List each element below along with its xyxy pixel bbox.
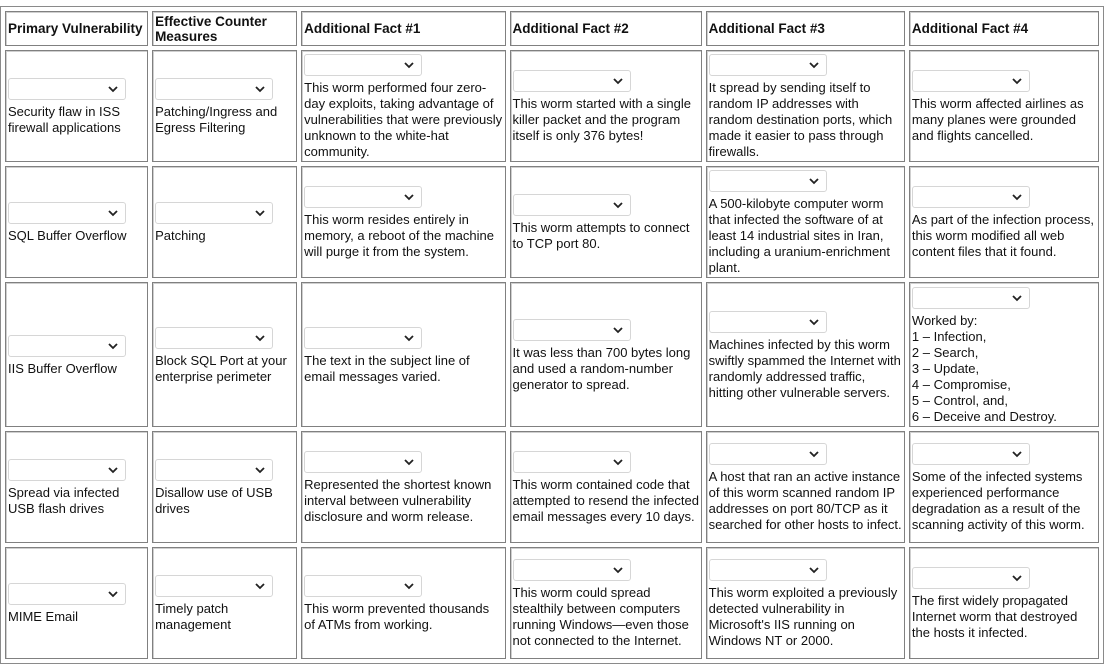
answer-select[interactable] bbox=[304, 451, 422, 473]
cell-text: MIME Email bbox=[8, 609, 79, 624]
table-row bbox=[5, 282, 1099, 427]
table-cell bbox=[152, 431, 297, 543]
answer-select[interactable] bbox=[155, 78, 273, 100]
cell-text: IIS Buffer Overflow bbox=[8, 360, 117, 376]
answer-select[interactable] bbox=[513, 451, 631, 473]
cell-text: This worm affected airlines as many planes were grounded and flights cancelled. bbox=[911, 96, 1084, 143]
table-cell bbox=[152, 282, 297, 427]
answer-select[interactable] bbox=[912, 70, 1030, 92]
table-cell bbox=[909, 282, 1099, 427]
cell-text: It spread by sending itself to random IP addresses with random destination ports, which made it easier to pass through firewalls. bbox=[708, 80, 893, 159]
answer-select[interactable] bbox=[304, 54, 422, 76]
answer-select[interactable] bbox=[709, 170, 827, 192]
chevron-down-icon bbox=[254, 332, 266, 344]
table-cell bbox=[301, 547, 505, 659]
chevron-down-icon bbox=[808, 448, 820, 460]
chevron-down-icon bbox=[403, 332, 415, 344]
answer-select[interactable] bbox=[513, 70, 631, 92]
chevron-down-icon bbox=[254, 464, 266, 476]
table-cell bbox=[301, 50, 505, 162]
chevron-down-icon bbox=[1011, 572, 1023, 584]
table-cell bbox=[5, 166, 148, 278]
table-cell bbox=[706, 282, 905, 427]
table-cell bbox=[5, 282, 148, 427]
header-additional-fact-2: Additional Fact #2 bbox=[510, 11, 702, 46]
table-row bbox=[5, 431, 1099, 543]
answer-select[interactable] bbox=[304, 186, 422, 208]
cell-text: Patching/Ingress and Egress Filtering bbox=[155, 104, 278, 135]
table-cell bbox=[5, 547, 148, 659]
cell-text: Block SQL Port at your enterprise perimeter bbox=[155, 352, 287, 384]
chevron-down-icon bbox=[612, 324, 624, 336]
cell-text: Disallow use of USB drives bbox=[155, 485, 273, 516]
chevron-down-icon bbox=[612, 75, 624, 87]
header-primary-vulnerability: Primary Vulnerability bbox=[5, 11, 148, 46]
cell-text: This worm performed four zero-day exploits, taking advantage of vulnerabilities that were previously unknown to the white-hat community. bbox=[304, 80, 503, 159]
chevron-down-icon bbox=[403, 456, 415, 468]
table-cell bbox=[5, 431, 148, 543]
cell-text: This worm attempts to connect to TCP port 80. bbox=[512, 220, 690, 251]
answer-select[interactable] bbox=[513, 559, 631, 581]
cell-text: Spread via infected USB flash drives bbox=[8, 485, 120, 516]
answer-select[interactable] bbox=[912, 443, 1030, 465]
table-cell bbox=[152, 547, 297, 659]
answer-select[interactable] bbox=[8, 459, 126, 481]
header-additional-fact-4: Additional Fact #4 bbox=[909, 11, 1099, 46]
table-cell bbox=[510, 431, 702, 543]
table-cell bbox=[909, 166, 1099, 278]
header-row bbox=[5, 11, 1099, 46]
answer-select[interactable] bbox=[709, 443, 827, 465]
cell-text: Some of the infected systems experienced performance degradation as a result of the scanning activity of this worm. bbox=[911, 469, 1085, 532]
answer-select[interactable] bbox=[709, 54, 827, 76]
worked-by-line: 2 – Search, bbox=[911, 344, 979, 360]
worked-by-line: 5 – Control, and, bbox=[911, 392, 1009, 408]
answer-select[interactable] bbox=[304, 327, 422, 349]
cell-text: This worm started with a single killer packet and the program itself is only 376 bytes! bbox=[512, 96, 691, 143]
cell-text: Represented the shortest known interval between vulnerability disclosure and worm release. bbox=[304, 477, 492, 524]
table-cell bbox=[5, 50, 148, 162]
table-row bbox=[5, 547, 1099, 659]
chevron-down-icon bbox=[254, 207, 266, 219]
cell-text: This worm contained code that attempted to resend the infected email messages every 10 days. bbox=[512, 477, 699, 524]
table-cell bbox=[706, 431, 905, 543]
chevron-down-icon bbox=[254, 83, 266, 95]
cell-text: A 500-kilobyte computer worm that infected the software of at least 14 industrial sites in Iran, including a uranium-enrichment plant. bbox=[708, 196, 891, 275]
chevron-down-icon bbox=[107, 588, 119, 600]
answer-select[interactable] bbox=[513, 319, 631, 341]
chevron-down-icon bbox=[808, 59, 820, 71]
cell-text: As part of the infection process, this worm modified all web content files that it found. bbox=[911, 212, 1095, 259]
table-cell bbox=[301, 431, 505, 543]
chevron-down-icon bbox=[1011, 191, 1023, 203]
worked-by-line: Worked by: bbox=[911, 312, 978, 328]
worked-by-line: 3 – Update, bbox=[911, 360, 980, 376]
chevron-down-icon bbox=[1011, 292, 1023, 304]
cell-text: This worm exploited a previously detected vulnerability in Microsoft's IIS running on Windows NT or 2000. bbox=[708, 585, 898, 648]
cell-text: This worm resides entirely in memory, a reboot of the machine will purge it from the system. bbox=[304, 212, 494, 259]
cell-text: The first widely propagated Internet worm that destroyed the hosts it infected. bbox=[911, 593, 1078, 640]
table-cell bbox=[706, 50, 905, 162]
answer-select[interactable] bbox=[155, 575, 273, 597]
answer-select[interactable] bbox=[912, 567, 1030, 589]
answer-select[interactable] bbox=[709, 559, 827, 581]
cell-text: Security flaw in ISS firewall applications bbox=[8, 104, 121, 135]
table-cell bbox=[706, 547, 905, 659]
answer-select[interactable] bbox=[8, 78, 126, 100]
table-row bbox=[5, 166, 1099, 278]
table-cell bbox=[706, 166, 905, 278]
answer-select[interactable] bbox=[155, 459, 273, 481]
cell-text: Patching bbox=[155, 228, 206, 243]
answer-select[interactable] bbox=[8, 202, 126, 224]
header-effective-counter-measures: Effective Counter Measures bbox=[152, 11, 297, 46]
header-additional-fact-3: Additional Fact #3 bbox=[706, 11, 905, 46]
chevron-down-icon bbox=[808, 175, 820, 187]
table-cell bbox=[510, 50, 702, 162]
worked-by-line: 4 – Compromise, bbox=[911, 376, 1011, 392]
chevron-down-icon bbox=[107, 464, 119, 476]
cell-text: SQL Buffer Overflow bbox=[8, 228, 127, 243]
cell-text: This worm could spread stealthily between computers running Windows—even those not connected to the Internet. bbox=[512, 585, 689, 648]
answer-select[interactable] bbox=[155, 202, 273, 224]
table-row bbox=[5, 50, 1099, 162]
chevron-down-icon bbox=[107, 207, 119, 219]
chevron-down-icon bbox=[107, 340, 119, 352]
worked-by-line: 1 – Infection, bbox=[911, 328, 987, 344]
answer-select[interactable] bbox=[155, 327, 273, 349]
chevron-down-icon bbox=[808, 564, 820, 576]
table-cell bbox=[152, 166, 297, 278]
cell-text: Machines infected by this worm swiftly spammed the Internet with randomly addressed traffic, hitting other vulnerable servers. bbox=[708, 336, 901, 400]
table-cell bbox=[152, 50, 297, 162]
chevron-down-icon bbox=[612, 199, 624, 211]
chevron-down-icon bbox=[403, 59, 415, 71]
answer-select[interactable] bbox=[912, 186, 1030, 208]
chevron-down-icon bbox=[1011, 448, 1023, 460]
table-cell bbox=[510, 166, 702, 278]
cell-text: It was less than 700 bytes long and used a random-number generator to spread. bbox=[512, 344, 691, 392]
cell-text: The text in the subject line of email messages varied. bbox=[304, 352, 470, 384]
answer-select[interactable] bbox=[912, 287, 1030, 309]
answer-select[interactable] bbox=[304, 575, 422, 597]
header-additional-fact-1: Additional Fact #1 bbox=[301, 11, 505, 46]
chevron-down-icon bbox=[254, 580, 266, 592]
table-cell bbox=[301, 166, 505, 278]
worm-matching-table bbox=[0, 6, 1104, 664]
chevron-down-icon bbox=[403, 580, 415, 592]
table-cell bbox=[909, 431, 1099, 543]
answer-select[interactable] bbox=[8, 583, 126, 605]
chevron-down-icon bbox=[107, 83, 119, 95]
cell-text: Timely patch management bbox=[155, 601, 231, 632]
answer-select[interactable] bbox=[513, 194, 631, 216]
cell-text: This worm prevented thousands of ATMs from working. bbox=[304, 601, 490, 632]
chevron-down-icon bbox=[403, 191, 415, 203]
chevron-down-icon bbox=[808, 316, 820, 328]
chevron-down-icon bbox=[612, 564, 624, 576]
answer-select[interactable] bbox=[709, 311, 827, 333]
table-cell bbox=[909, 547, 1099, 659]
worked-by-line: 6 – Deceive and Destroy. bbox=[911, 408, 1057, 424]
table-cell bbox=[301, 282, 505, 427]
table-cell bbox=[909, 50, 1099, 162]
chevron-down-icon bbox=[1011, 75, 1023, 87]
cell-text: A host that ran an active instance of this worm scanned random IP addresses on port 80/TCP as it searched for other hosts to infect. bbox=[708, 469, 902, 532]
chevron-down-icon bbox=[612, 456, 624, 468]
table-cell bbox=[510, 282, 702, 427]
answer-select[interactable] bbox=[8, 335, 126, 357]
table-cell bbox=[510, 547, 702, 659]
